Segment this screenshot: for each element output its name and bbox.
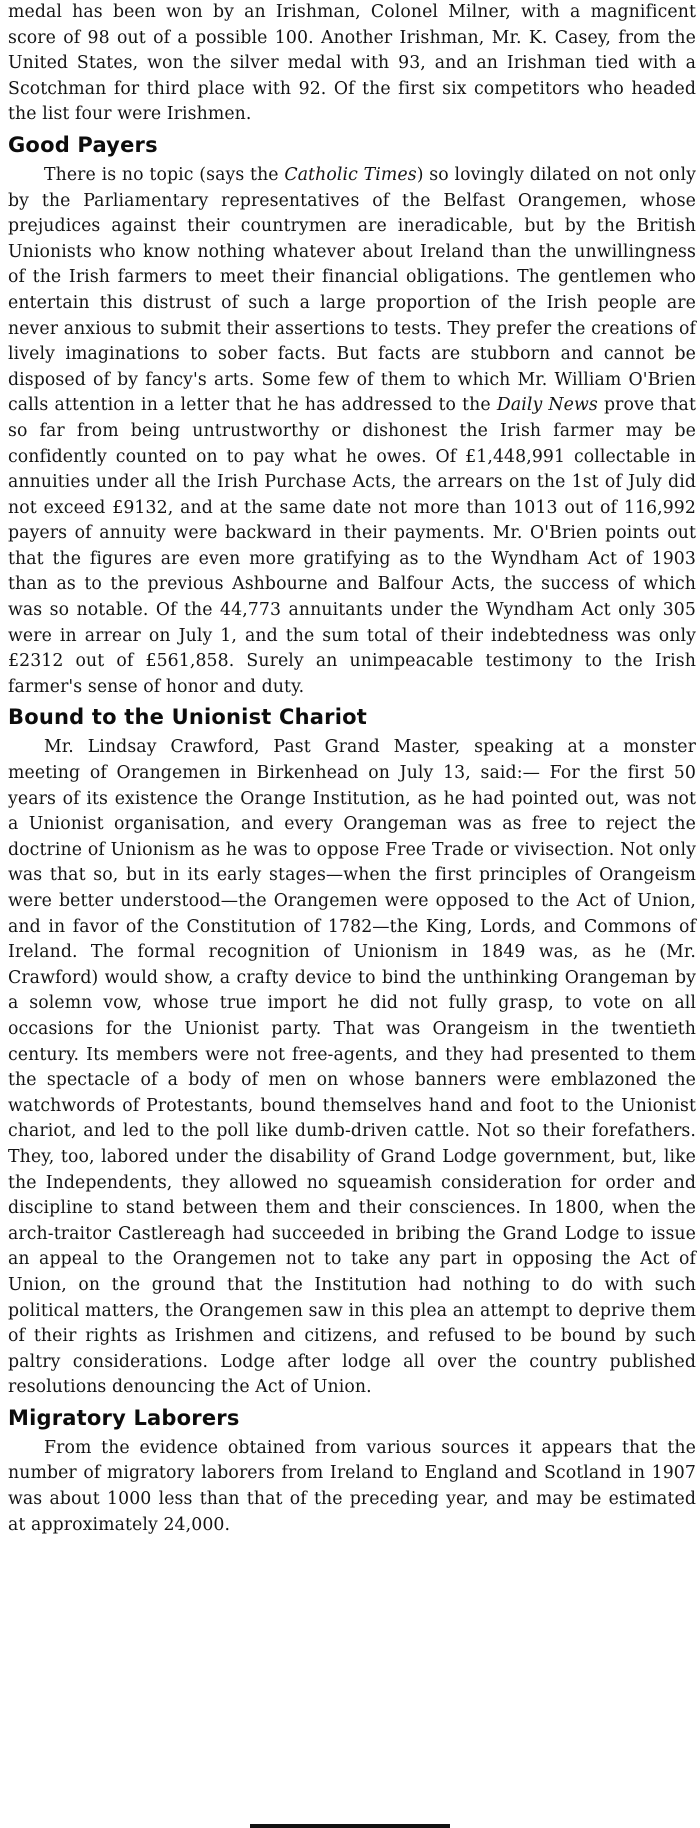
intro-paragraph: medal has been won by an Irishman, Colonel Milner, with a magnificent score of 98 out of a possible 100. Another Irishman, Mr. K. Casey, from the United States, won the silver medal with 93, and an Irishman tied with a Scotchman for third place with 92. Of the first six competitors who headed the list four were Irishmen. (8, 2, 696, 125)
bottom-divider (250, 1824, 450, 1828)
good-payers-text-2: ) so lovingly dilated on not only by the Parliamentary representatives of the Belfast Orangemen, whose prejudices against their countrymen are ineradicable, but by the British Unionists who know nothing whatever about Ireland than the unwillingness of the Irish farmers to meet their financial obligations. The gentlemen who entertain this distrust of such a large proportion of the Irish people are never anxious to submit their assertions to tests. They prefer the creations of lively imaginations to sober facts. But facts are stubborn and cannot be disposed of by fancy's arts. Some few of them to which Mr. William O'Brien calls attention in a letter that he has addressed to the (8, 164, 696, 416)
heading-unionist-chariot: Bound to the Unionist Chariot (8, 705, 367, 730)
good-payers-text-1: There is no topic (says the (44, 164, 285, 185)
heading-migratory-laborers: Migratory Laborers (8, 1405, 240, 1430)
catholic-times-title: Catholic Times (284, 164, 417, 185)
migratory-laborers-paragraph: From the evidence obtained from various sources it appears that the number of migratory laborers from Ireland to England and Scotland in 1907 was about 1000 less than that of the preceding year, and may be estimated at approximately 24,000. (8, 1437, 696, 1535)
daily-news-title: Daily News (496, 395, 598, 416)
good-payers-paragraph (8, 163, 696, 700)
heading-good-payers: Good Payers (8, 132, 158, 157)
unionist-chariot-paragraph: Mr. Lindsay Crawford, Past Grand Master, speaking at a monster meeting of Orangemen in Birkenhead on July 13, said:— For the first 50 years of its existence the Orange Institution, as he had pointed out, was not a Unionist organisation, and every Orangeman was as free to reject the doctrine of Unionism as he was to oppose Free Trade or vivisection. Not only was that so, but in its early stages—when the first principles of Orangeism were better understood—the Orangemen were opposed to the Act of Union, and in favor of the Constitution of 1782—the King, Lords, and Commons of Ireland. The formal recognition of Unionism in 1849 was, as he (Mr. Crawford) would show, a crafty device to bind the unthinking Orangeman by a solemn vow, whose true import he did not fully grasp, to vote on all occasions for the Unionist party. That was Orangeism in the twentieth century. Its members were not free-agents, and they had presented to them the spectacle of a body of men on whose banners were emblazoned the watchwords of Protestants, bound themselves hand and foot to the Unionist chariot, and led to the poll like dumb-driven cattle. Not so their forefathers. They, too, labored under the disability of Grand Lodge government, but, like the Independents, they allowed no squeamish consideration for order and discipline to stand between them and their consciences. In 1800, when the arch-traitor Castlereagh had succeeded in bribing the Grand Lodge to issue an appeal to the Orangemen not to take any part in opposing the Act of Union, on the ground that the Institution had nothing to do with such political matters, the Orangemen saw in this plea an attempt to deprive them of their rights as Irishmen and citizens, and refused to be bound by such paltry considerations. Lodge after lodge all over the country published resolutions denouncing the Act of Union. (8, 737, 696, 1398)
good-payers-text-3: prove that so far from being untrustworthy or dishonest the Irish farmer may be confidently counted on to pay what he owes. Of £1,448,991 collectable in annuities under all the Irish Purchase Acts, the arrears on the 1st of July did not exceed £9132, and at the same date not more than 1013 out of 116,992 payers of annuity were backward in their payments. Mr. O'Brien points out that the figures are even more gratifying as to the Wyndham Act of 1903 than as to the previous Ashbourne and Balfour Acts, the success of which was so notable. Of the 44,773 annuitants under the Wyndham Act only 305 were in arrear on July 1, and the sum total of their indebtedness was only £2312 out of £561,858. Surely an unimpeacable testimony to the Irish farmer's sense of honor and duty. (8, 395, 697, 697)
